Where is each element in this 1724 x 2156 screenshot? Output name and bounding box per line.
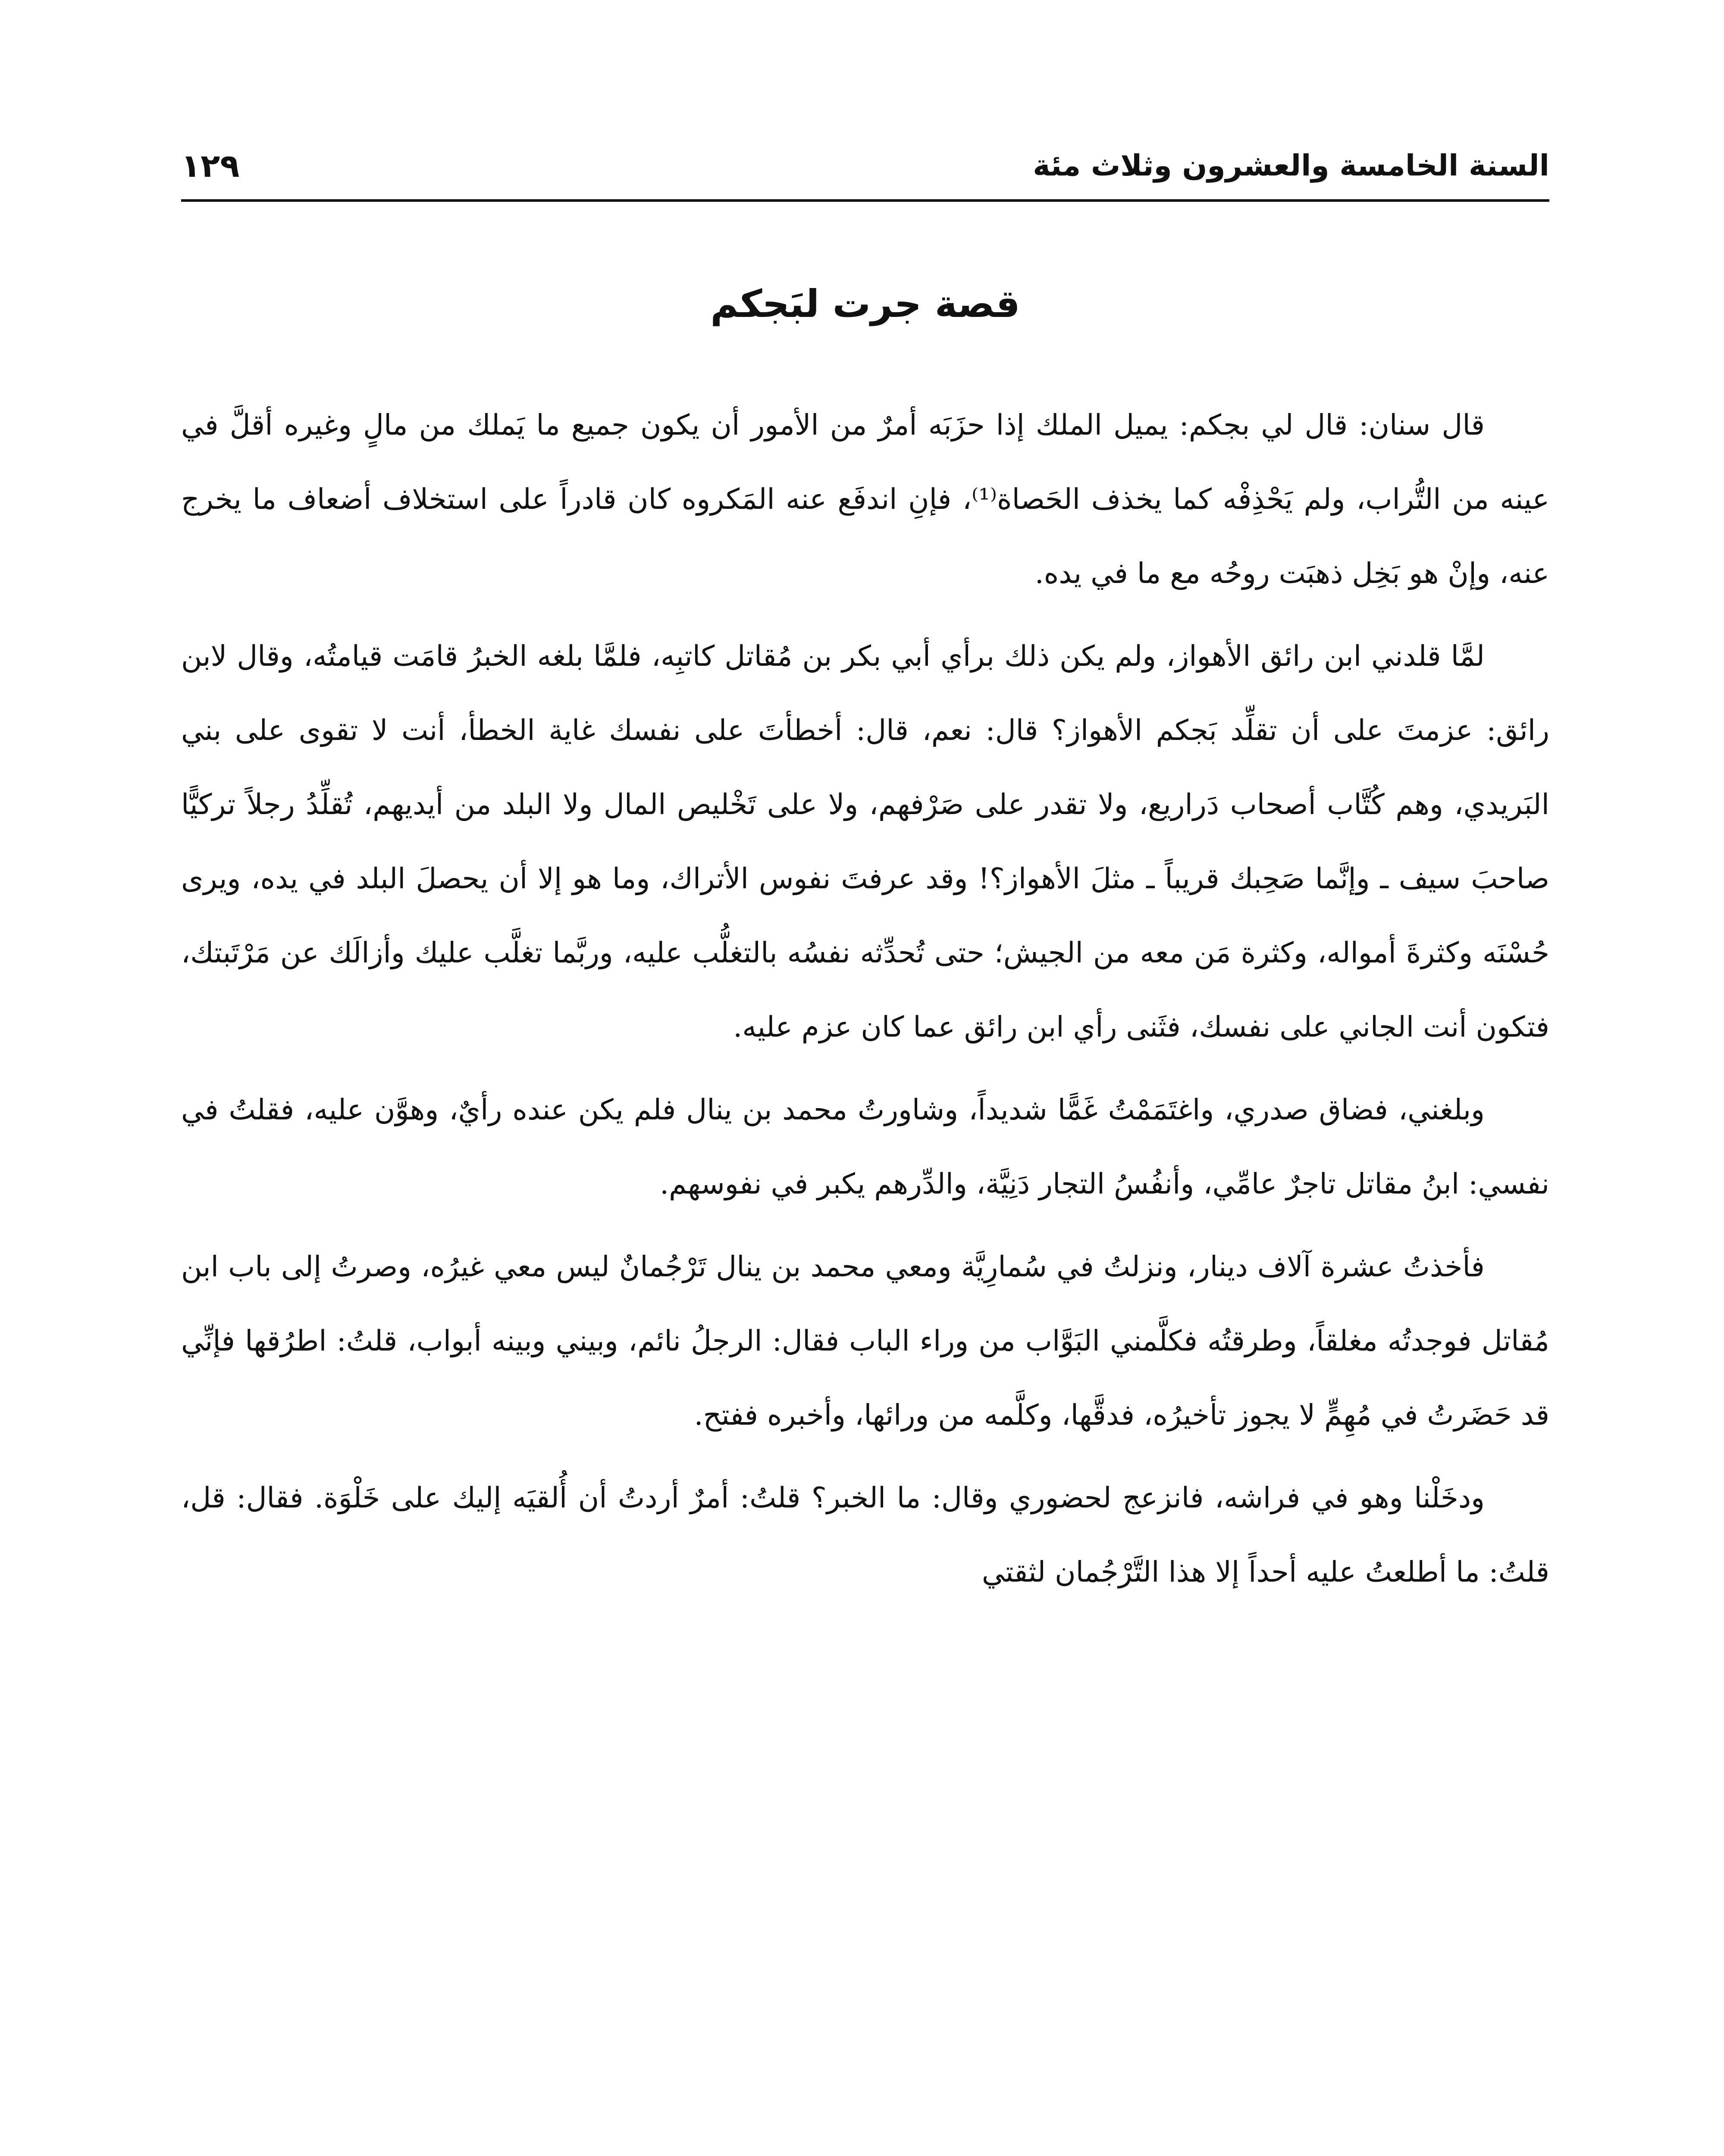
paragraph-5: ودخَلْنا وهو في فراشه، فانزعج لحضوري وقال: ما الخبر؟ قلتُ: أمرٌ أردتُ أن أُلقيَه إليك على خَلْوَة. فقال: قل، قلتُ: ما أطلعتُ عليه أحداً إلا هذا التَّرْجُمان لثقتي [181,1481,1549,1589]
body-text [181,388,1549,1618]
section-title: قصة جرت لبَجكم [710,282,1020,326]
page-number: ١٢٩ [181,147,240,185]
running-title: السنة الخامسة والعشرون وثلاث مئة [1033,149,1549,183]
paragraph-4: فأخذتُ عشرة آلاف دينار، ونزلتُ في سُمارِيَّة ومعي محمد بن ينال تَرْجُمانٌ ليس معي غيرُه، وصرتُ إلى باب ابن مُقاتل فوجدتُه مغلقاً، وطرقتُه فكلَّمني البَوَّاب من وراء الباب فقال: الرجلُ نائم، وبيني وبينه أبواب، قلتُ: اطرُقها فإنِّي قد حَضَرتُ في مُهِمٍّ لا يجوز تأخيرُه، فدقَّها، وكلَّمه من ورائها، وأخبره ففتح. [181,1250,1549,1432]
running-header [181,142,1549,194]
paragraph-1: قال سنان: قال لي بجكم: يميل الملك إذا حزَبَه أمرٌ من الأمور أن يكون جميع ما يَملك من مالٍ وغيره أقلَّ في عينه من التُّراب، ولم يَحْذِفْه كما يخذف الحَصاة⁽¹⁾، فإنِ اندفَع عنه المَكروه كان قادراً على استخلاف أضعاف ما يخرج عنه، وإنْ هو بَخِل ذهبَت روحُه مع ما في يده. [181,408,1549,590]
paragraph-3: وبلغني، فضاق صدري، واغتَمَمْتُ غَمًّا شديداً، وشاورتُ محمد بن ينال فلم يكن عنده رأيٌ، وهوَّن عليه، فقلتُ في نفسي: ابنُ مقاتل تاجرٌ عامِّي، وأنفُسُ التجار دَنِيَّة، والدِّرهم يكبر في نفوسهم. [181,1093,1549,1200]
header-rule [181,199,1549,202]
paragraph-2: لمَّا قلدني ابن رائق الأهواز، ولم يكن ذلك برأي أبي بكر بن مُقاتل كاتبِه، فلمَّا بلغه الخبرُ قامَت قيامتُه، وقال لابن رائق: عزمتَ على أن تقلِّد بَجكم الأهواز؟ قال: نعم، قال: أخطأتَ على نفسك غاية الخطأ، أنت لا تقوى على بني البَريدي، وهم كُتَّاب أصحاب دَراريع، ولا تقدر على صَرْفهم، ولا على تَخْليص المال ولا البلد من أيديهم، تُقلِّدُ رجلاً تركيًّا صاحبَ سيف ـ وإنَّما صَحِبك قريباً ـ مثلَ الأهواز؟! وقد عرفتَ نفوس الأتراك، وما هو إلا أن يحصلَ البلد في يده، ويرى حُسْنَه وكثرةَ أمواله، وكثرة مَن معه من الجيش؛ حتى تُحدِّثه نفسُه بالتغلُّب عليه، وربَّما تغلَّب عليك وأزالَك عن مَرْتَبتك، فتكون أنت الجاني على نفسك، فثَنى رأي ابن رائق عما كان عزم عليه. [181,639,1549,1044]
